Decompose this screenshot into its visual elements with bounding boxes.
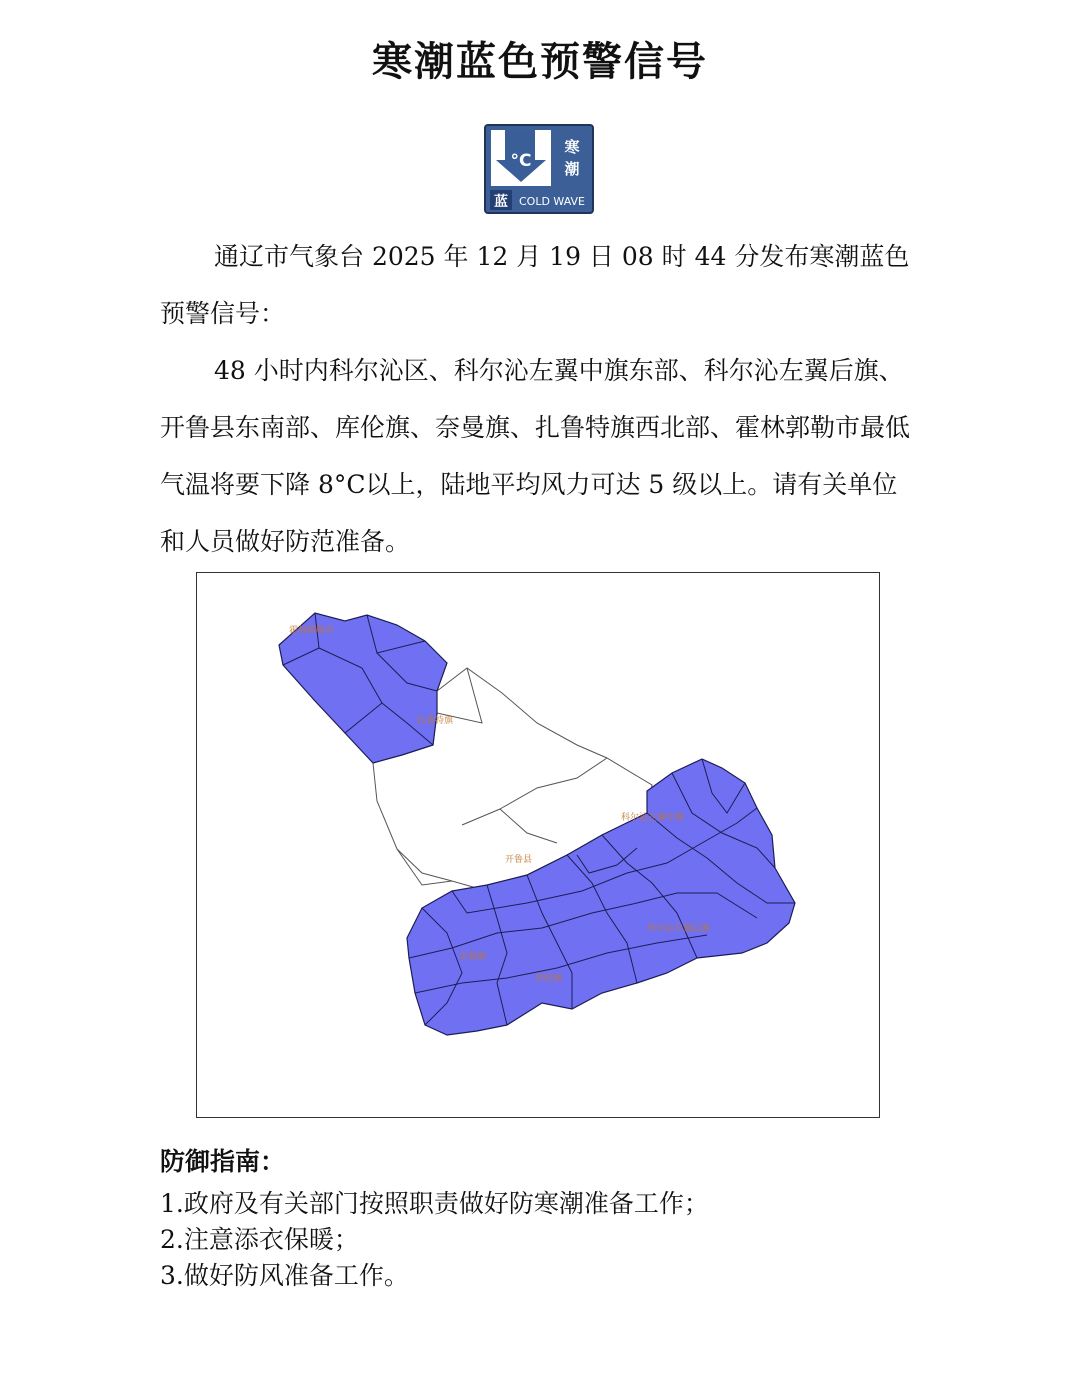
- map-label-zhalute: 扎鲁特旗: [417, 716, 454, 726]
- defense-guide-item: 2.注意添衣保暖；: [160, 1225, 359, 1254]
- page-title: 寒潮蓝色预警信号: [372, 39, 708, 85]
- map-label-huolinguole: 霍林郭勒市: [289, 626, 335, 636]
- warning-area-map-graphic: [197, 573, 881, 1119]
- warning-area-map: [196, 572, 880, 1118]
- cold-wave-warning-badge: [484, 124, 594, 214]
- map-label-kulun: 库伦旗: [535, 974, 563, 984]
- badge-char-2: 潮: [564, 160, 580, 178]
- badge-char-1: 寒: [564, 138, 580, 156]
- badge-english: COLD WAVE: [518, 195, 586, 208]
- map-label-kezuozhong: 科尔沁左翼中旗: [621, 813, 685, 823]
- issuance-paragraph: 通辽市气象台 2025 年 12 月 19 日 08 时 44 分发布寒潮蓝色预警信号：: [160, 242, 910, 328]
- map-label-kailu: 开鲁县: [505, 855, 533, 865]
- badge-color-char: 蓝: [494, 194, 508, 210]
- defense-guide-list: [160, 1186, 709, 1294]
- defense-guide-item: 1.政府及有关部门按照职责做好防寒潮准备工作；: [160, 1189, 709, 1218]
- warning-content-paragraph: 48 小时内科尔沁区、科尔沁左翼中旗东部、科尔沁左翼后旗、开鲁县东南部、库伦旗、奈曼旗、扎鲁特旗西北部、霍林郭勒市最低气温将要下降 8°C以上，陆地平均风力可达 5 级以上。请有关单位和人员做好防范准备。: [160, 356, 911, 556]
- celsius-symbol: °C: [510, 151, 532, 171]
- map-label-kezuohou: 科尔沁左翼后旗: [647, 924, 711, 934]
- defense-guide-heading: 防御指南：: [160, 1147, 286, 1176]
- defense-guide-item: 3.做好防风准备工作。: [160, 1261, 409, 1290]
- map-label-naiman: 奈曼旗: [459, 952, 487, 962]
- cold-wave-badge-graphic: [484, 124, 594, 214]
